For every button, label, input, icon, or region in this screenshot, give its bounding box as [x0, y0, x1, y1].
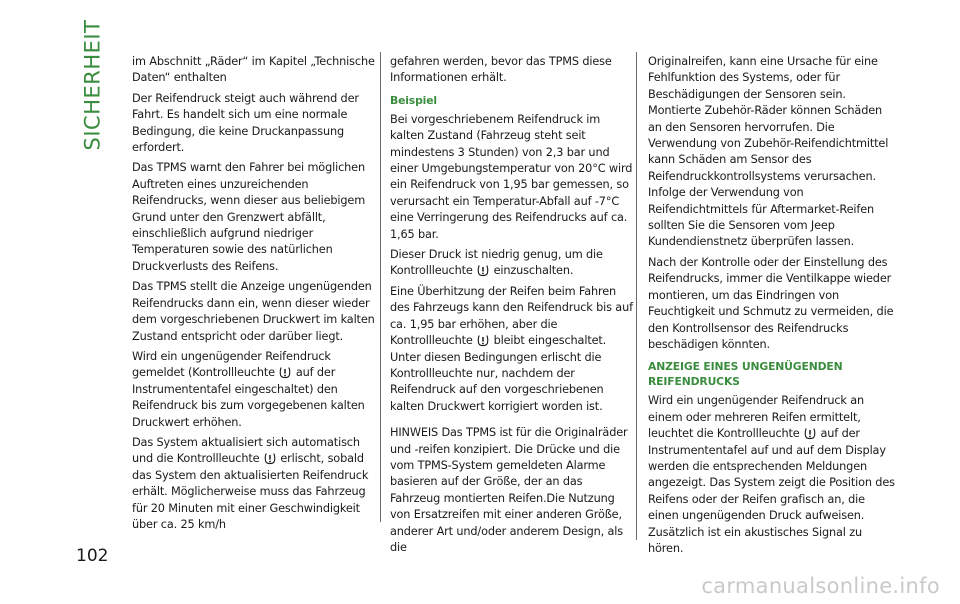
text-column-1 [132, 54, 380, 537]
paragraph: im Abschnitt „Räder“ im Kapitel „Technische Daten“ enthalten [132, 55, 375, 85]
subheading-beispiel: Beispiel [390, 93, 437, 107]
paragraph [390, 247, 634, 280]
section-title-text: SICHERHEIT [80, 19, 105, 151]
watermark: carmanualsonline.info [701, 574, 940, 598]
paragraph [648, 393, 898, 557]
paragraph-hinweis: HINWEIS Das TPMS ist für die Originalräder und -reifen konzipiert. Die Drücke und die vom TPMS-System gemeldeten Alarme basieren auf der Größe, der an das Fahrzeug montierten Reifen.Die Nutzung von Ersatzreifen mit einer anderen Größe, anderer Art und/oder anderem Design, als die [390, 426, 628, 554]
paragraph [390, 284, 634, 415]
paragraph: Bei vorgeschriebenem Reifendruck im kalten Zustand (Fahrzeug steht seit mindestens 3 Stunden) von 2,3 bar und einer Umgebungstemperatur von 20°C wird ein Reifendruck von 1,95 bar gemessen, so verursacht ein Temperatur-Abfall auf -7°C eine Verringerung des Reifendrucks auf ca. 1,65 bar. [390, 112, 633, 241]
paragraph: Das TPMS warnt den Fahrer bei möglichen Auftreten eines unzureichenden Reifendrucks, wenn dieser aus beliebigem Grund unter den Grenzwert abfällt, einschließlich aufgrund niedriger Temperaturen sowie des natürlichen Druckverlusts des Reifens. [132, 161, 366, 273]
tpms-warning-icon [279, 366, 291, 379]
paragraph [132, 349, 380, 431]
paragraph-text: Das System aktualisiert sich automatisch und die Kontrollleuchte [132, 435, 360, 466]
page-number: 102 [76, 546, 109, 566]
tpms-warning-icon [264, 452, 276, 465]
paragraph-text: bleibt eingeschaltet. Unter diesen Bedingungen erlischt die Kontrollleuchte nur, nachdem der Reifendruck auf den vorgeschriebenen kalten Druckwert korrigiert worden ist. [390, 334, 607, 413]
text-column-3 [648, 54, 898, 561]
subheading-anzeige: ANZEIGE EINES UNGENÜGENDEN REIFENDRUCKS [648, 360, 843, 389]
paragraph-text: Wird ein ungenügender Reifendruck an einem oder mehreren Reifen ermittelt, leuchtet die Kontrollleuchte [648, 394, 865, 441]
text-column-2 [390, 54, 634, 560]
section-title [62, 0, 122, 170]
paragraph-text: erlischt, sobald das System den aktualisierten Reifendruck erhält. Möglicherweise muss das Fahrzeug für 20 Minuten mit einer Geschwindigkeit über ca. 25 km/h [132, 452, 369, 531]
paragraph: Nach der Kontrolle oder der Einstellung des Reifendrucks, immer die Ventilkappe wieder montieren, um das Eindringen von Feuchtigkeit und Schmutz zu vermeiden, die den Kontrollsensor des Reifendrucks beschädigen könnten. [648, 255, 894, 351]
paragraph-text: Dieser Druck ist niedrig genug, um die Kontrollleuchte [390, 248, 603, 278]
paragraph-text: Wird ein ungenügender Reifendruck gemeldet (Kontrollleuchte [132, 349, 331, 380]
paragraph: Originalreifen, kann eine Ursache für eine Fehlfunktion des Systems, oder für Beschädigungen der Sensoren sein. Montierte Zubehör-Räder können Schäden an den Sensoren hervorrufen. Die Verwendung von Zubehör-Reifendichtmittel kann Schäden am Sensor des Reifendruckkontrollsystems verursachen. Infolge der Verwendung von Reifendichtmittels für Aftermarket-Reifen sollten Sie die Sensoren vom Jeep Kundendienstnetz überprüfen lassen. [648, 55, 889, 249]
paragraph: Der Reifendruck steigt auch während der Fahrt. Es handelt sich um eine normale Bedingung, die keine Druckanpassung erfordert. [132, 91, 359, 155]
paragraph-text: einzuschalten. [493, 264, 574, 278]
tpms-warning-icon [804, 427, 816, 440]
paragraph: gefahren werden, bevor das TPMS diese Informationen erhält. [390, 55, 612, 85]
column-divider-1 [380, 52, 381, 522]
tpms-warning-icon [477, 334, 489, 347]
paragraph-text: Eine Überhitzung der Reifen beim Fahren des Fahrzeugs kann den Reifendruck bis auf ca. 1,95 bar erhöhen, aber die Kontrollleuchte [390, 284, 633, 348]
column-divider-2 [636, 52, 637, 540]
tpms-warning-icon [477, 264, 489, 277]
paragraph [132, 435, 380, 533]
paragraph: Das TPMS stellt die Anzeige ungenügenden Reifendrucks dann ein, wenn dieser wieder dem vorgeschriebenen Druckwert im kalten Zustand entspricht oder darüber liegt. [132, 280, 375, 343]
paragraph-text: auf der Instrumententafel eingeschaltet) den Reifendruck bis zum vorgegebenen kalten Druckwert erhöhen. [132, 366, 365, 429]
paragraph-text: auf der Instrumententafel auf und auf dem Display werden die entsprechenden Meldungen angezeigt. Das System zeigt die Position des Reifens oder der Reifen grafisch an, die einen ungenügenden Druck aufweisen. Zusätzlich ist ein akustisches Signal zu hören. [648, 427, 895, 555]
